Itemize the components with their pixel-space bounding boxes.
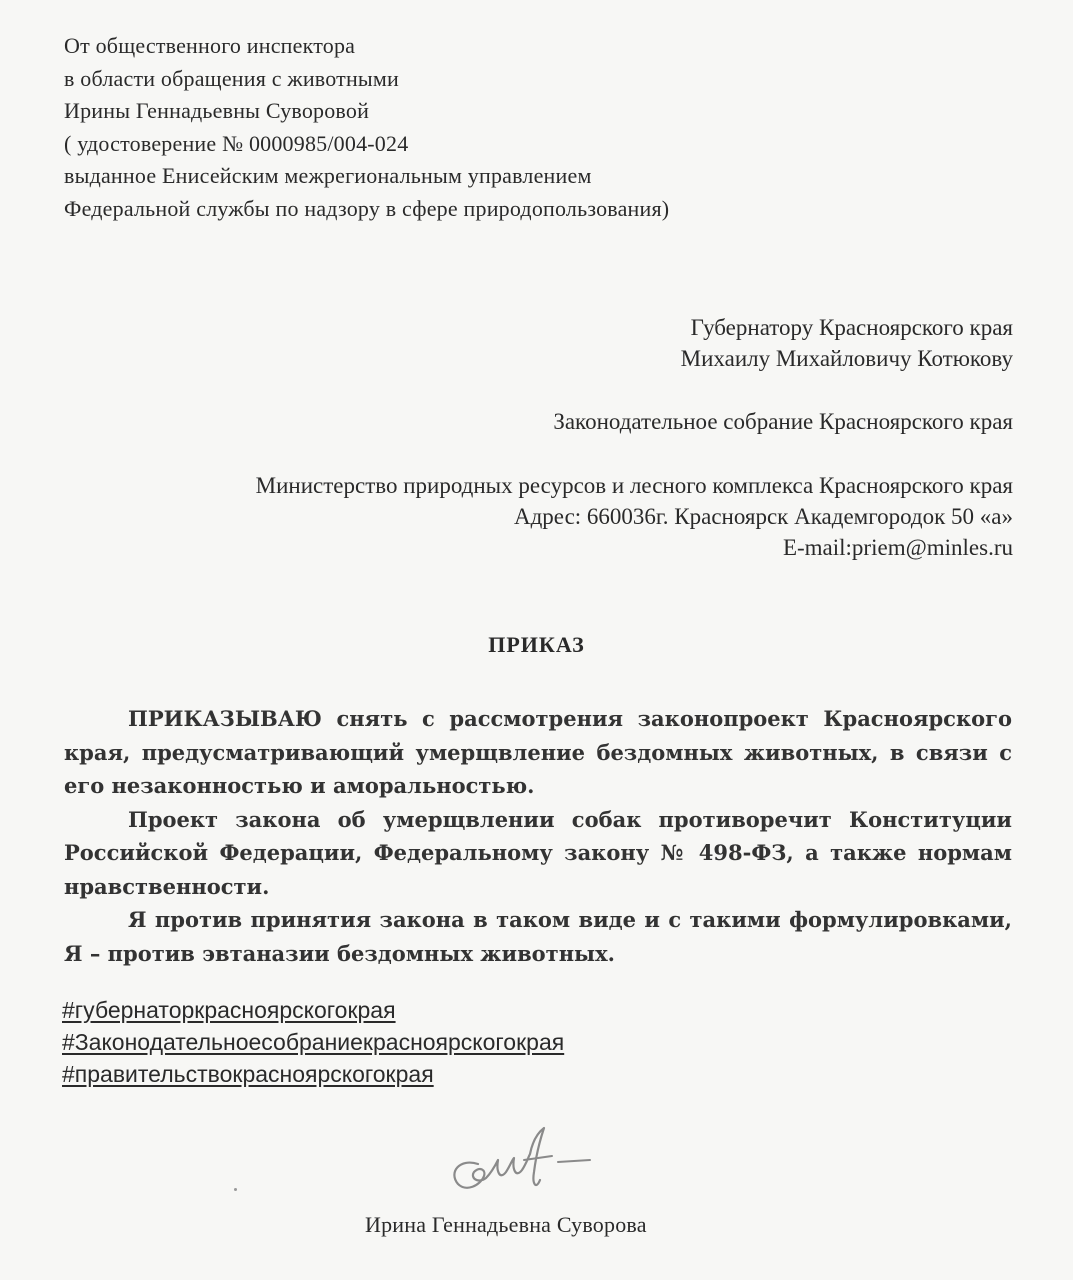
recipient-line: Михаилу Михайловичу Котюкову xyxy=(680,346,1013,371)
hashtag: #правительствокрасноярскогокрая xyxy=(62,1061,434,1087)
sender-line: в области обращения с животными xyxy=(64,65,400,91)
sender-line: выданное Енисейским межрегиональным управлением xyxy=(64,163,592,188)
document-title: ПРИКАЗ xyxy=(488,632,585,657)
hashtag-list xyxy=(62,994,564,1090)
scan-speck xyxy=(234,1188,237,1191)
sender-block xyxy=(64,30,669,225)
body-paragraph: ПРИКАЗЫВАЮ снять с рассмотрения законопроект Красноярского края, предусматривающий умерщвление бездомных животных, в связи с его незаконностью и аморальностью. xyxy=(64,706,1012,798)
recipient-address: Адрес: 660036г. Красноярск Академгородок 50 «а» xyxy=(513,504,1013,529)
body-paragraph: Я против принятия закона в таком виде и с такими формулировками, Я – против эвтаназии бездомных животных. xyxy=(64,907,1012,966)
recipient-ministry xyxy=(256,470,1013,563)
recipient-governor xyxy=(681,312,1013,374)
sender-line: Федеральной службы по надзору в сфере природопользования) xyxy=(64,195,670,221)
hashtag: #губернаторкрасноярскогокрая xyxy=(62,997,396,1023)
body-paragraph: Проект закона об умерщвлении собак противоречит Конституции Российской Федерации, Федеральному закону № 498-ФЗ, а также нормам нравственности. xyxy=(64,806,1012,899)
recipient-email: E-mail:priem@minles.ru xyxy=(782,535,1013,560)
recipient-line: Министерство природных ресурсов и лесного комплекса Красноярского края xyxy=(255,473,1013,498)
sender-line: Ирины Геннадьевны Суворовой xyxy=(64,98,370,123)
hashtag: #Законодательноесобраниекрасноярскогокрая xyxy=(62,1029,565,1055)
sender-line: ( удостоверение № 0000985/004-024 xyxy=(64,130,409,156)
recipient-line: Губернатору Красноярского края xyxy=(690,315,1013,340)
signer-name: Ирина Геннадьевна Суворова xyxy=(365,1212,647,1237)
document-body xyxy=(64,702,1012,970)
handwritten-signature xyxy=(440,1120,610,1210)
sender-line: От общественного инспектора xyxy=(64,33,356,58)
recipient-assembly xyxy=(553,406,1013,437)
recipient-line: Законодательное собрание Красноярского края xyxy=(553,409,1013,434)
